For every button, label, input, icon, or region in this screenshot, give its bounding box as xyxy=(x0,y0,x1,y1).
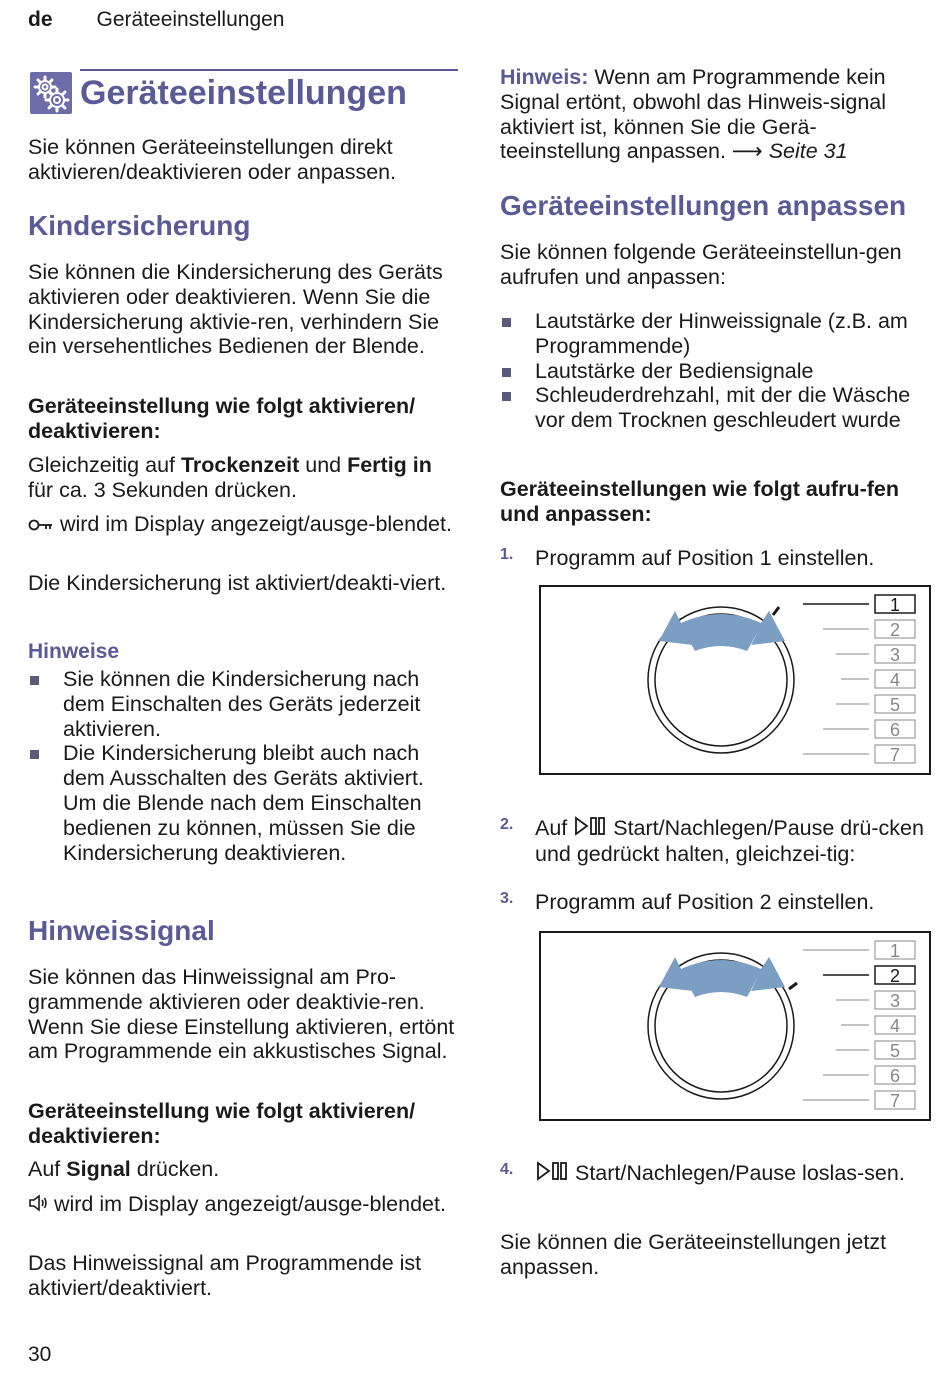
dial-number: 6 xyxy=(889,720,901,740)
settings-gear-icon xyxy=(30,72,72,114)
dial-number: 3 xyxy=(889,645,901,665)
step-number: 3. xyxy=(500,890,514,907)
step-text: Programm auf Position 2 einstellen. xyxy=(535,890,875,914)
hinweis-note: Hinweis: Wenn am Programmende kein Signal ertönt, obwohl das Hinweis-signal aktiviert ist, können Sie die Gerä-teeinstellung anpassen. ⟶ Seite 31 xyxy=(500,65,887,164)
trockenzeit-button-label: Trockenzeit xyxy=(180,453,300,477)
dial-number: 4 xyxy=(889,670,901,690)
list-item: Lautstärke der Bediensignale xyxy=(500,359,920,384)
step-1 xyxy=(500,546,935,571)
step-2 xyxy=(500,816,935,867)
page-reference: Seite 31 xyxy=(762,139,848,164)
header-title: Geräteeinstellungen xyxy=(96,8,285,31)
signal-button-label: Signal xyxy=(66,1157,131,1181)
program-dial-position-1 xyxy=(539,585,931,775)
step-number: 2. xyxy=(500,816,514,833)
hinweissignal-step: Auf Signal drücken. xyxy=(28,1157,220,1181)
dial-number: 2 xyxy=(889,966,901,986)
step-text: Auf Start/Nachlegen/Pause drü-cken und gedrückt halten, gleichzei-tig: xyxy=(535,816,924,867)
arrow-icon: ⟶ xyxy=(731,139,763,164)
kindersicherung-result: Die Kindersicherung ist aktiviert/deakti-viert. xyxy=(28,571,447,595)
dial-number: 3 xyxy=(889,991,901,1011)
hinweissignal-display: wird im Display angezeigt/ausge-blendet. xyxy=(28,1192,456,1218)
hinweise-list xyxy=(28,667,456,865)
anpassen-intro: Sie können folgende Geräteeinstellun-gen aufrufen und anpassen: xyxy=(500,240,902,289)
key-icon xyxy=(28,513,54,538)
heading-rule xyxy=(80,69,458,71)
step-3 xyxy=(500,890,935,915)
kindersicherung-heading: Kindersicherung xyxy=(28,210,251,241)
dial-number: 1 xyxy=(889,595,901,615)
anpassen-heading: Geräteeinstellungen anpassen xyxy=(500,190,907,221)
hinweissignal-heading: Hinweissignal xyxy=(28,915,215,946)
start-pause-icon xyxy=(535,1161,569,1187)
hinweis-label: Hinweis: xyxy=(500,65,589,89)
step-text: Programm auf Position 1 einstellen. xyxy=(535,546,875,570)
kindersicherung-display: wird im Display angezeigt/ausge-blendet. xyxy=(28,512,456,538)
dial-number: 5 xyxy=(889,695,901,715)
step-text: Start/Nachlegen/Pause loslas-sen. xyxy=(535,1161,935,1187)
hinweissignal-result: Das Hinweissignal am Programmende ist aktiviert/deaktiviert. xyxy=(28,1251,422,1300)
dial-number: 7 xyxy=(889,745,901,765)
list-item: Lautstärke der Hinweissignale (z.B. am Programmende) xyxy=(500,309,920,359)
kindersicherung-step: Gleichzeitig auf Trockenzeit und Fertig in für ca. 3 Sekunden drücken. xyxy=(28,453,432,502)
page-title: Geräteeinstellungen xyxy=(80,74,407,112)
list-item: Die Kindersicherung bleibt auch nach dem Ausschalten des Geräts aktiviert. Um die Blende nach dem Einschalten bedienen zu können, müssen Sie die Kindersicherung deaktivieren. xyxy=(28,741,456,865)
hinweissignal-instruction: Geräteeinstellung wie folgt aktivieren/ deaktivieren: xyxy=(28,1099,416,1148)
anpassen-outro: Sie können die Geräteeinstellungen jetzt anpassen. xyxy=(500,1230,887,1279)
page-number: 30 xyxy=(28,1343,52,1366)
step-4 xyxy=(500,1161,935,1187)
fertig-in-button-label: Fertig in xyxy=(347,453,432,477)
settings-list xyxy=(500,309,920,433)
list-item: Sie können die Kindersicherung nach dem Einschalten des Geräts jederzeit aktivieren. xyxy=(28,667,456,741)
kindersicherung-instruction: Geräteeinstellung wie folgt aktivieren/ deaktivieren: xyxy=(28,394,416,443)
dial-number: 6 xyxy=(889,1066,901,1086)
dial-number: 2 xyxy=(889,620,901,640)
page-header xyxy=(28,8,284,32)
step-number: 4. xyxy=(500,1161,514,1178)
list-item: Schleuderdrehzahl, mit der die Wäsche vor dem Trocknen geschleudert wurde xyxy=(500,383,920,433)
hinweise-heading: Hinweise xyxy=(28,640,120,663)
hinweissignal-body: Sie können das Hinweissignal am Pro-grammende aktivieren oder deaktivie-ren. Wenn Sie diese Einstellung aktivieren, ertönt am Programmende ein akkustisches Signal. xyxy=(28,965,455,1064)
start-pause-icon xyxy=(573,816,607,842)
dial-number: 5 xyxy=(889,1041,901,1061)
dial-number: 7 xyxy=(889,1091,901,1111)
step-number: 1. xyxy=(500,546,514,563)
language-code: de xyxy=(28,8,53,31)
intro-text: Sie können Geräteeinstellungen direkt aktivieren/deaktivieren oder anpassen. xyxy=(28,135,397,184)
dial-number: 4 xyxy=(889,1016,901,1036)
speaker-icon xyxy=(28,1193,48,1218)
program-dial-position-2 xyxy=(539,931,931,1121)
dial-number: 1 xyxy=(889,941,901,961)
kindersicherung-body: Sie können die Kindersicherung des Geräts aktivieren oder deaktivieren. Wenn Sie die Kindersicherung aktivie-ren, verhindern Sie ein versehentliches Bedienen der Blende. xyxy=(28,260,443,359)
anpassen-instruction: Geräteeinstellungen wie folgt aufru-fen und anpassen: xyxy=(500,477,899,526)
